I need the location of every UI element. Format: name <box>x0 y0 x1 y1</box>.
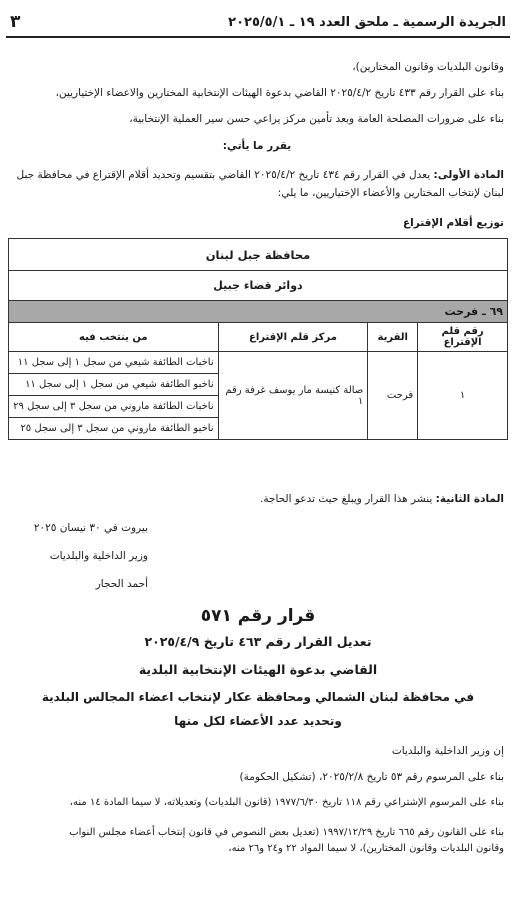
decision-2-title-4: وتحديد عدد الأعضاء لكل منها <box>174 714 342 728</box>
article-2-label: المادة الثانية: <box>435 493 504 505</box>
basis-3-line-2: وقانون البلديات وقانون المختارين)، لا سيما المواد ٢٢ و٢٤ و٢٦ منه، <box>228 843 504 854</box>
article-1-label: المادة الأولى: <box>433 169 504 181</box>
intro-line-2: بناء على القرار رقم ٤٣٣ تاريخ ٢٠٢٥/٤/٢ القاضي بدعوة الهيئات الإنتخابية المختارين والاعضاء الإختياريين، <box>55 87 504 99</box>
minister-line: إن وزير الداخلية والبلديات <box>391 745 504 757</box>
page-number: ٣ <box>10 12 21 32</box>
decides-line: يقرر ما يأتي: <box>222 140 292 152</box>
voters-cell: ناخبات الطائفة ماروني من سجل ٣ إلى سجل ٢٩ <box>9 396 219 418</box>
station-center-cell: صالة كنيسة مار يوسف غرفة رقم ١ <box>218 352 368 440</box>
intro-line-1: وقانون البلديات وقانون المختارين)، <box>352 61 504 73</box>
decision-2-title-1: تعديل القرار رقم ٤٦٣ تاريخ ٢٠٢٥/٤/٩ <box>144 634 372 649</box>
article-1-text-1: يعدل في القرار رقم ٤٣٤ تاريخ ٢٠٢٥/٤/٢ القاضي بتقسيم وتحديد أقلام الإقتراع في محافظة جبل <box>16 169 431 181</box>
district-cell: دوائر قضاء جبيل <box>9 271 508 301</box>
station-number-cell: ١ <box>418 352 508 440</box>
header-title: الجريدة الرسمية ـ ملحق العدد ١٩ ـ ٢٠٢٥/٥/١ <box>228 14 506 30</box>
signature-name: أحمد الحجار <box>95 578 148 590</box>
decision-2-number: قرار رقم ٥٧١ <box>200 606 316 626</box>
voters-cell: ناخبات الطائفة شيعي من سجل ١ إلى سجل ١١ <box>9 352 219 374</box>
article-2-text: ينشر هذا القرار ويبلغ حيث تدعو الحاجة. <box>259 493 433 505</box>
decision-2-title-3: في محافظة لبنان الشمالي ومحافظة عكار لإنتخاب اعضاء المجالس البلدية <box>41 690 475 704</box>
article-2 <box>10 492 504 506</box>
intro-line-3: بناء على ضرورات المصلحة العامة وبعد تأمين مركز يراعي حسن سير العملية الإنتخابية، <box>129 113 504 125</box>
header-station-number: رقم قلم الإقتراع <box>418 323 508 352</box>
voters-cell: ناخبو الطائفة شيعي من سجل ١ إلى سجل ١١ <box>9 374 219 396</box>
voters-cell: ناخبو الطائفة ماروني من سجل ٣ إلى سجل ٢٥ <box>9 418 219 440</box>
signature-place-date: بيروت في ٣٠ نيسان ٢٠٢٥ <box>33 522 148 534</box>
decision-2-title-2: القاضي بدعوة الهيئات الإنتخابية البلدية <box>138 662 378 677</box>
village-cell: فرحت <box>368 352 418 440</box>
article-1-text-2: لبنان لإنتخاب المختارين والأعضاء الإختياريين، ما يلي: <box>277 187 504 199</box>
governorate-cell: محافظة جبل لبنان <box>9 239 508 271</box>
header-voters: من ينتخب فيه <box>9 323 219 352</box>
signature-block <box>8 514 148 598</box>
article-1-line-1 <box>10 168 504 182</box>
page-header <box>6 8 510 38</box>
section-cell: ٦٩ ـ فرحت <box>9 301 508 323</box>
basis-3-line-1: بناء على القانون رقم ٦٦٥ تاريخ ١٩٩٧/١٢/٢٩ (تعديل بعض النصوص في قانون إنتخاب أعضاء مجلس النواب <box>69 827 504 838</box>
signature-role: وزير الداخلية والبلديات <box>49 550 148 562</box>
basis-2: بناء على المرسوم الإشتراعي رقم ١١٨ تاريخ ١٩٧٧/٦/٣٠ (قانون البلديات) وتعديلاته، لا سيما المادة ١٤ منه، <box>69 797 504 808</box>
header-station-center: مركز قلم الإقتراع <box>218 323 368 352</box>
table-title: توزيع أقلام الإقتراع <box>402 217 504 229</box>
polling-table <box>8 238 508 440</box>
basis-1: بناء على المرسوم رقم ٥٣ تاريخ ٢٠٢٥/٢/٨، (تشكيل الحكومة) <box>239 771 504 783</box>
header-village: القرية <box>368 323 418 352</box>
